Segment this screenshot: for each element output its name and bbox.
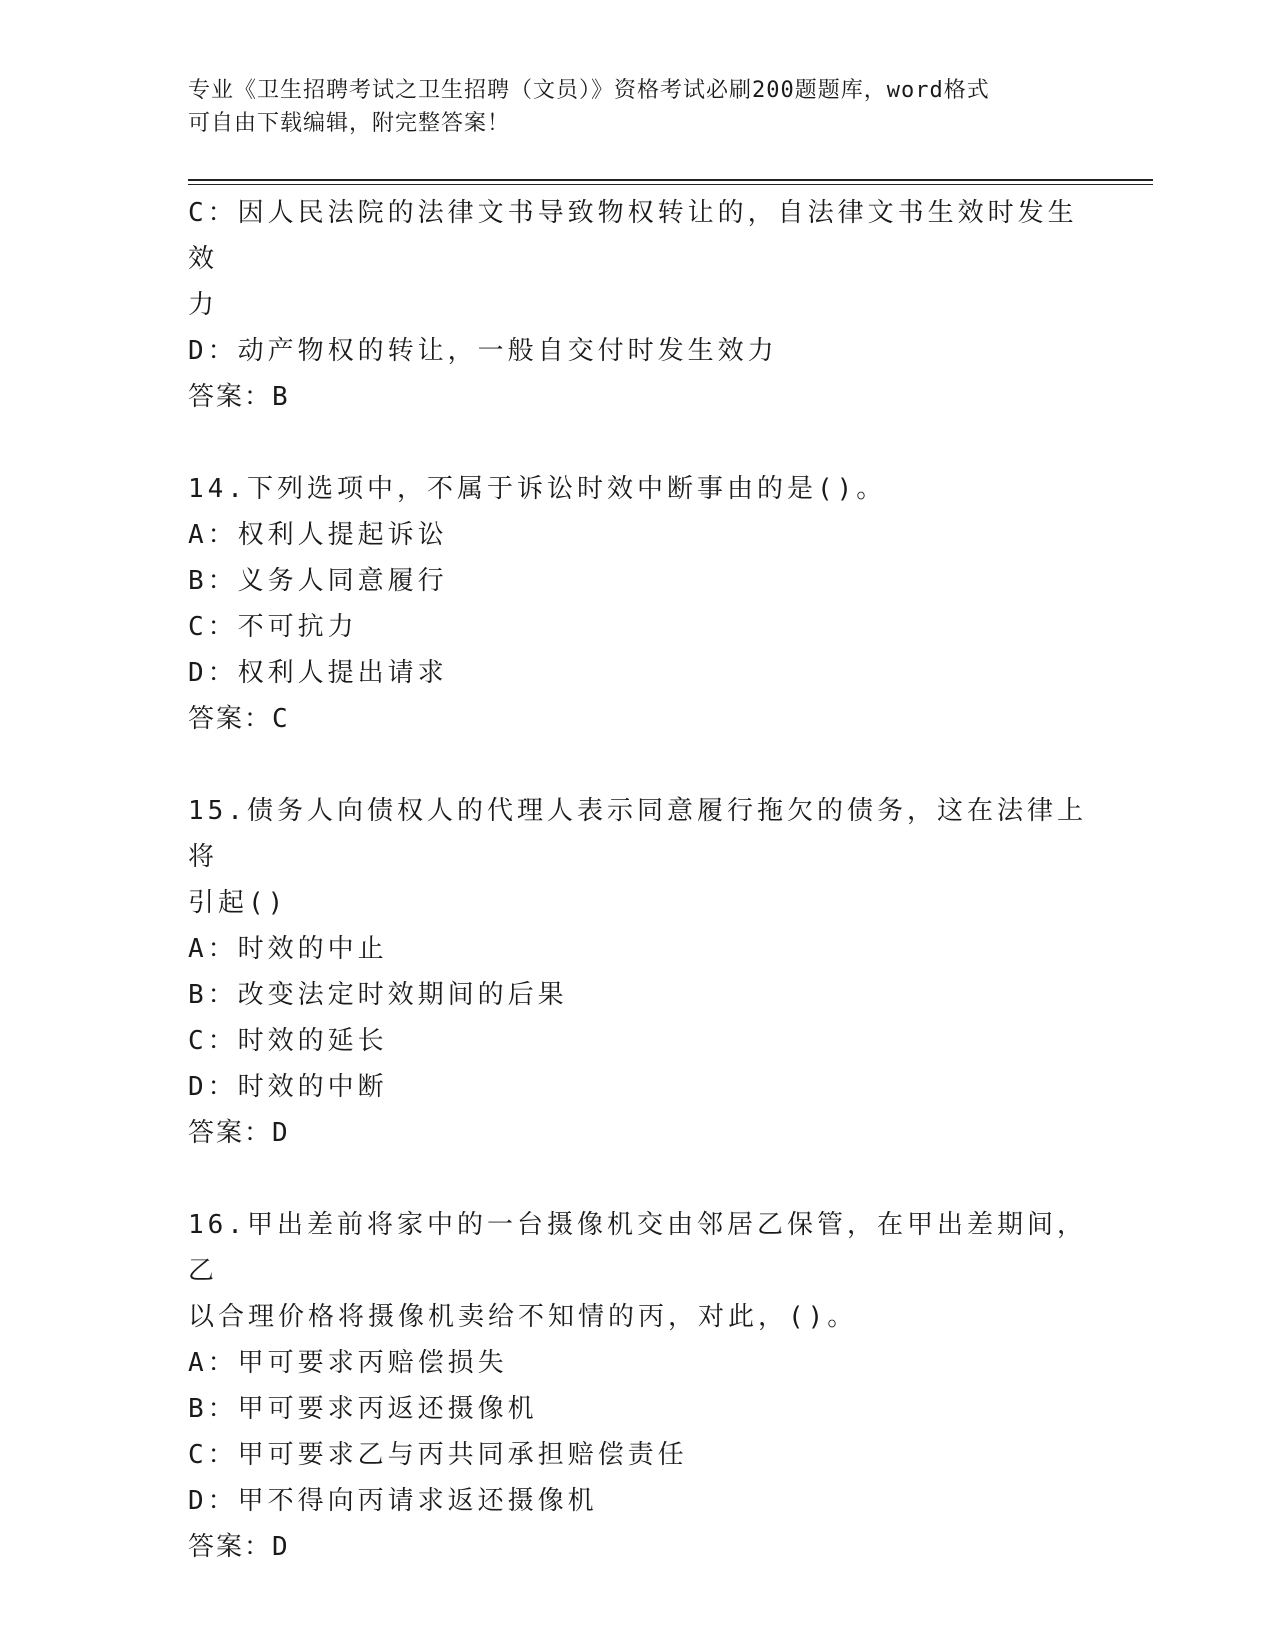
question-16: [188, 1202, 1088, 1570]
question-stem-continued: 引起(): [188, 888, 288, 918]
option-c-continued: 力: [188, 290, 219, 320]
answer: 答案：B: [188, 382, 290, 412]
option-c: C：时效的延长: [188, 1026, 388, 1056]
question-stem: 15.债务人向债权人的代理人表示同意履行拖欠的债务，这在法律上将: [188, 796, 1087, 872]
answer: 答案：D: [188, 1118, 290, 1148]
answer: 答案：C: [188, 704, 290, 734]
option-d: D：权利人提出请求: [188, 658, 448, 688]
header-divider-thin: [188, 184, 1153, 185]
document-header: [188, 74, 1068, 140]
option-a: A：甲可要求丙赔偿损失: [188, 1348, 508, 1378]
question-stem: 16.甲出差前将家中的一台摄像机交由邻居乙保管，在甲出差期间，乙: [188, 1210, 1087, 1286]
option-a: A：时效的中止: [188, 934, 388, 964]
option-a: A：权利人提起诉讼: [188, 520, 448, 550]
option-d: D：时效的中断: [188, 1072, 388, 1102]
option-c: C：因人民法院的法律文书导致物权转让的，自法律文书生效时发生效: [188, 198, 1078, 274]
answer: 答案：D: [188, 1532, 290, 1562]
question-14: [188, 466, 1088, 742]
option-d: D：甲不得向丙请求返还摄像机: [188, 1486, 598, 1516]
option-c: C：不可抗力: [188, 612, 358, 642]
question-stem-continued: 以合理价格将摄像机卖给不知情的丙，对此，()。: [188, 1302, 858, 1332]
option-b: B：甲可要求丙返还摄像机: [188, 1394, 538, 1424]
option-c: C：甲可要求乙与丙共同承担赔偿责任: [188, 1440, 688, 1470]
header-line-2: 可自由下载编辑，附完整答案！: [188, 111, 511, 136]
question-stem: 14.下列选项中，不属于诉讼时效中断事由的是()。: [188, 474, 887, 504]
option-b: B：改变法定时效期间的后果: [188, 980, 568, 1010]
option-b: B：义务人同意履行: [188, 566, 448, 596]
header-line-1: 专业《卫生招聘考试之卫生招聘（文员）》资格考试必刷200题题库，word格式: [188, 78, 990, 103]
option-d: D：动产物权的转让，一般自交付时发生效力: [188, 336, 778, 366]
previous-question-tail: [188, 190, 1088, 420]
question-15: [188, 788, 1088, 1156]
document-body: [188, 190, 1088, 1570]
header-divider-thick: [188, 179, 1153, 181]
